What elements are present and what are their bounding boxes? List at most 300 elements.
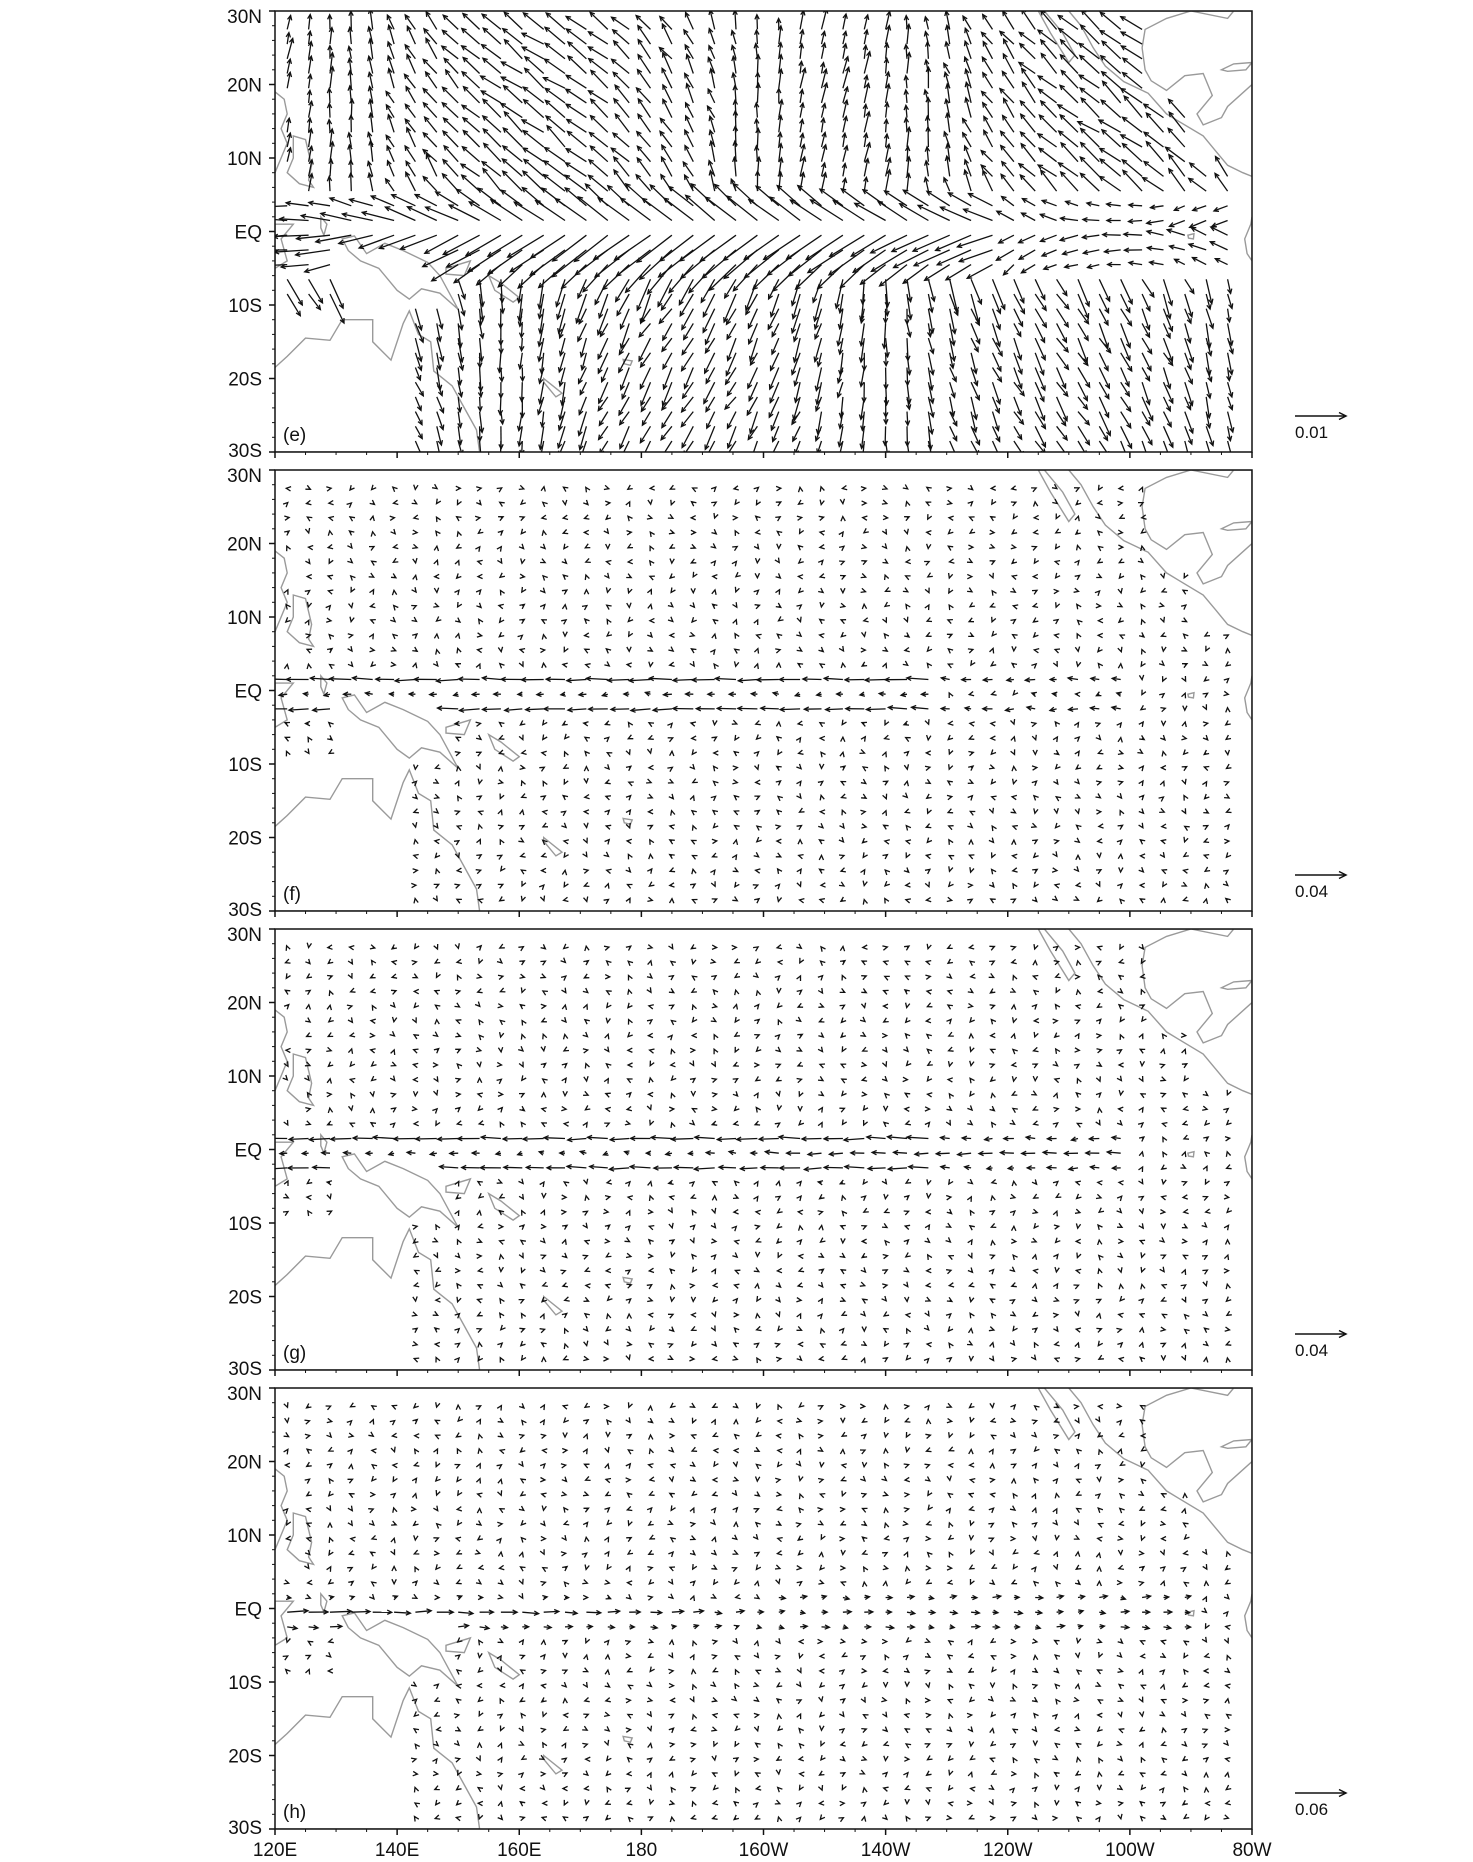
wind-vector-head — [563, 487, 568, 491]
coastline — [275, 683, 293, 727]
wind-vector — [1057, 353, 1069, 370]
wind-vector-head — [629, 723, 633, 728]
y-tick-label: 30N — [227, 466, 262, 487]
y-tick-label: 10N — [227, 149, 262, 170]
wind-vector-head — [433, 603, 438, 607]
wind-vector-head — [455, 590, 460, 595]
wind-vector-head — [350, 946, 355, 950]
wind-vector-head — [1096, 810, 1101, 814]
wind-vector-head — [627, 603, 631, 608]
wind-vector — [1061, 71, 1078, 89]
wind-vector-head — [671, 811, 675, 816]
wind-vector-head — [992, 826, 996, 831]
wind-vector-head — [1013, 514, 1017, 519]
wind-vector-head — [329, 517, 334, 521]
wind-vector-head — [947, 795, 952, 799]
wind-vector-head — [798, 840, 802, 845]
panel-label: (e) — [283, 425, 307, 446]
wind-vector-head — [604, 852, 609, 857]
wind-vector-head — [819, 647, 824, 652]
wind-vector-head — [797, 881, 801, 886]
y-tick-label: 30S — [228, 441, 262, 462]
wind-vector-head — [882, 543, 887, 548]
wind-vector-head — [606, 649, 611, 654]
wind-vector — [1121, 46, 1142, 59]
wind-vector — [483, 99, 501, 117]
wind-vector-head — [391, 529, 396, 534]
wind-vector-head — [841, 737, 845, 742]
wind-vector-head — [842, 794, 847, 798]
wind-vector-head — [860, 749, 865, 753]
wind-vector-head — [777, 810, 782, 815]
wind-vector-head — [948, 809, 953, 813]
wind-vector-head — [1226, 735, 1231, 739]
wind-vector-head — [797, 781, 801, 786]
wind-vector-head — [543, 810, 548, 814]
wind-vector-head — [476, 590, 481, 595]
wind-vector — [682, 397, 694, 412]
wind-vector-head — [650, 576, 655, 580]
wind-vector-head — [564, 882, 568, 887]
wind-vector-head — [798, 575, 803, 579]
wind-vector-head — [1054, 589, 1059, 593]
wind-vector-head — [307, 943, 311, 948]
wind-vector-head — [692, 749, 696, 754]
y-tick-label: 20N — [227, 534, 262, 556]
wind-vector — [612, 17, 630, 29]
wind-vector-head — [1184, 869, 1189, 873]
wind-vector-head — [521, 896, 525, 901]
wind-vector-head — [670, 825, 675, 829]
wind-vector-head — [585, 795, 590, 799]
wind-vector-head — [1012, 767, 1016, 772]
wind-vector-head — [756, 558, 760, 563]
wind-vector-head — [1183, 590, 1188, 594]
wind-vector — [969, 194, 993, 206]
wind-vector-head — [970, 722, 975, 726]
wind-vector — [463, 131, 479, 148]
wind-vector-head — [1076, 765, 1081, 770]
wind-vector — [792, 279, 800, 305]
wind-vector-head — [886, 587, 891, 591]
wind-vector-head — [607, 869, 612, 873]
coastline — [275, 92, 287, 173]
wind-vector — [1057, 309, 1069, 327]
wind-vector-head — [820, 634, 825, 638]
wind-vector-head — [1031, 823, 1036, 827]
wind-vector-head — [711, 796, 716, 801]
coastline — [1222, 522, 1253, 531]
wind-vector-head — [735, 735, 739, 740]
wind-vector-head — [992, 869, 997, 874]
wind-vector — [522, 188, 543, 206]
wind-vector-head — [757, 826, 762, 830]
wind-vector — [462, 147, 479, 162]
wind-vector-head — [796, 738, 800, 743]
wind-vector — [1142, 397, 1153, 421]
wind-vector-head — [563, 796, 568, 801]
wind-vector-head — [775, 558, 779, 563]
wind-vector — [681, 412, 693, 427]
wind-vector-head — [650, 486, 655, 490]
wind-vector-head — [949, 764, 953, 769]
wind-vector-head — [543, 735, 547, 740]
wind-vector-head — [647, 897, 652, 901]
wind-vector-head — [605, 721, 610, 725]
wind-vector-head — [1141, 661, 1145, 666]
wind-vector-head — [540, 648, 545, 652]
wind-vector — [590, 146, 607, 162]
wind-vector — [1014, 279, 1024, 302]
panel-frame — [275, 470, 1252, 911]
wind-vector — [462, 175, 480, 191]
wind-vector-head — [328, 545, 333, 549]
wind-vector-head — [714, 664, 719, 669]
wind-vector-head — [329, 501, 334, 505]
wind-vector — [443, 15, 458, 29]
wind-vector — [425, 117, 437, 132]
wind-vector-head — [285, 723, 290, 727]
wind-vector-head — [1010, 588, 1015, 592]
wind-vector-head — [586, 558, 591, 562]
wind-vector-head — [927, 663, 931, 668]
wind-vector-head — [476, 722, 481, 726]
wind-vector-head — [350, 617, 354, 622]
wind-vector-head — [670, 883, 675, 887]
wind-vector-head — [820, 487, 824, 492]
wind-vector-head — [497, 547, 501, 552]
wind-vector-head — [640, 459, 644, 464]
wind-vector — [1060, 115, 1078, 132]
wind-vector-head — [925, 869, 930, 874]
wind-vector-head — [1098, 633, 1103, 637]
wind-vector-head — [498, 810, 502, 815]
wind-vector — [705, 426, 714, 449]
wind-vector — [950, 441, 957, 457]
wind-vector-head — [1095, 591, 1100, 596]
wind-vector-head — [1182, 618, 1187, 622]
wind-vector — [1103, 81, 1121, 103]
wind-vector — [982, 57, 992, 73]
wind-vector-head — [970, 602, 975, 606]
wind-vector-head — [927, 531, 932, 535]
wind-vector-head — [329, 723, 334, 728]
wind-vector-head — [349, 603, 353, 608]
wind-vector-head — [456, 664, 461, 668]
wind-vector-head — [372, 485, 377, 490]
wind-vector-head — [949, 529, 954, 534]
wind-vector-head — [283, 503, 288, 508]
wind-vector-head — [542, 868, 547, 872]
wind-vector-head — [1033, 603, 1038, 607]
wind-vector — [462, 46, 480, 59]
wind-vector — [727, 309, 737, 325]
wind-vector-head — [498, 767, 502, 772]
wind-vector-head — [1056, 602, 1060, 607]
wind-vector-head — [733, 766, 738, 770]
wind-vector-head — [860, 810, 865, 814]
wind-vector-head — [799, 750, 804, 754]
wind-vector-head — [948, 620, 953, 624]
wind-vector — [650, 185, 672, 206]
wind-vector-head — [585, 752, 590, 757]
wind-vector-head — [626, 796, 631, 801]
wind-vector-head — [989, 765, 994, 769]
wind-vector-head — [392, 590, 396, 595]
wind-vector-head — [757, 735, 762, 740]
wind-vector-head — [1226, 708, 1230, 713]
coastline — [623, 818, 632, 824]
wind-vector-head — [436, 765, 441, 769]
wind-vector-head — [820, 764, 824, 769]
wind-vector-head — [818, 823, 823, 828]
wind-vector-head — [797, 647, 802, 651]
wind-vector-head — [861, 544, 866, 548]
wind-vector-head — [626, 502, 630, 507]
wind-vector-head — [1033, 618, 1038, 622]
wind-vector-head — [1162, 588, 1167, 592]
wind-vector-head — [903, 661, 908, 665]
wind-vector-head — [478, 779, 482, 784]
wind-vector — [1078, 323, 1088, 340]
wind-vector-head — [1182, 779, 1186, 784]
wind-vector — [1142, 279, 1154, 297]
wind-vector-head — [776, 853, 781, 857]
wind-vector-head — [818, 781, 823, 785]
wind-vector-head — [542, 751, 547, 755]
wind-vector-head — [883, 855, 888, 859]
wind-vector-head — [390, 516, 395, 520]
wind-vector-head — [1119, 867, 1123, 872]
wind-vector-head — [861, 588, 866, 592]
wind-vector-head — [670, 633, 675, 637]
wind-vector-head — [997, 454, 1001, 459]
wind-vector — [501, 104, 522, 118]
wind-vector-head — [991, 603, 996, 607]
wind-vector-head — [712, 899, 717, 903]
wind-vector-head — [457, 868, 462, 872]
wind-vector-head — [906, 576, 911, 580]
wind-vector-head — [1011, 545, 1016, 549]
wind-vector-head — [347, 503, 352, 508]
wind-vector — [589, 32, 608, 44]
wind-vector — [1021, 144, 1035, 162]
wind-vector-head — [882, 647, 887, 651]
wind-vector-head — [1203, 735, 1208, 740]
wind-vector-head — [1034, 502, 1038, 507]
wind-vector-head — [734, 486, 739, 490]
wind-vector-head — [1224, 782, 1229, 786]
wind-vector-head — [1139, 809, 1144, 814]
coastline — [275, 1142, 293, 1186]
wind-vector-head — [522, 794, 527, 798]
wind-vector-head — [649, 882, 654, 886]
wind-vector-head — [497, 488, 502, 492]
wind-vector-head — [584, 882, 589, 886]
wind-vector-head — [497, 855, 502, 859]
wind-vector-head — [521, 870, 526, 874]
wind-vector-head — [542, 531, 546, 536]
wind-vector-head — [734, 811, 739, 815]
wind-vector-head — [1181, 605, 1186, 610]
wind-vector-head — [563, 500, 567, 505]
wind-vector-head — [797, 617, 801, 622]
wind-vector-head — [1204, 855, 1209, 859]
wind-vector-head — [351, 587, 355, 592]
wind-vector-head — [455, 781, 459, 786]
wind-vector — [936, 235, 972, 250]
wind-vector — [639, 338, 650, 361]
wind-vector-head — [627, 839, 632, 843]
wind-vector — [599, 294, 608, 318]
wind-vector-head — [800, 528, 804, 533]
wind-vector-head — [1032, 840, 1037, 844]
wind-vector-head — [413, 869, 418, 873]
wind-vector — [892, 235, 929, 251]
wind-vector — [426, 207, 459, 220]
wind-vector-head — [582, 606, 587, 610]
y-tick-label: 30S — [228, 900, 262, 921]
wind-vector-head — [969, 840, 973, 845]
wind-vector-head — [754, 649, 758, 654]
wind-vector-head — [883, 781, 888, 785]
wind-vector-head — [754, 664, 758, 669]
wind-vector-head — [1034, 632, 1039, 637]
wind-vector-head — [1141, 588, 1146, 593]
wind-vector — [660, 118, 672, 132]
wind-vector-head — [307, 517, 312, 521]
wind-vector — [405, 146, 415, 162]
wind-vector-head — [1054, 840, 1059, 844]
wind-vector-head — [437, 453, 441, 458]
wind-vector-head — [776, 722, 780, 727]
wind-vector-head — [498, 884, 503, 888]
wind-vector — [815, 294, 822, 321]
wind-vector — [806, 235, 843, 259]
wind-vector-head — [1202, 782, 1206, 787]
wind-vector-head — [907, 458, 911, 463]
coastline — [544, 838, 562, 856]
y-tick-label: 10S — [228, 296, 262, 317]
wind-vector — [330, 294, 344, 323]
wind-vector-head — [1012, 529, 1017, 533]
wind-vector-head — [862, 604, 866, 609]
wind-vector-head — [714, 766, 718, 771]
wind-vector-head — [1074, 866, 1079, 871]
wind-vector — [1021, 114, 1035, 132]
wind-vector-head — [947, 634, 952, 638]
wind-vector — [638, 114, 651, 132]
wind-vector-head — [1184, 573, 1188, 578]
wind-vector-head — [371, 603, 376, 607]
wind-vector-head — [1012, 559, 1017, 564]
wind-vector-head — [500, 794, 504, 799]
wind-vector-head — [305, 485, 310, 489]
wind-vector-head — [564, 944, 569, 949]
wind-vector-head — [713, 720, 717, 725]
wind-vector-head — [457, 544, 462, 548]
wind-vector-head — [732, 561, 737, 566]
wind-vector — [267, 679, 287, 680]
wind-vector-head — [329, 558, 333, 563]
wind-vector-head — [393, 487, 398, 492]
wind-vector-head — [284, 516, 289, 520]
wind-vector-head — [586, 664, 591, 668]
wind-vector-head — [1096, 781, 1101, 785]
wind-vector-head — [735, 649, 740, 653]
wind-vector-head — [605, 884, 609, 889]
wind-vector-head — [479, 811, 484, 815]
wind-vector-head — [519, 661, 523, 666]
wind-vector-head — [928, 573, 933, 577]
wind-vector-head — [1161, 573, 1165, 578]
wind-vector-head — [1098, 618, 1103, 622]
wind-vector — [997, 211, 1014, 220]
wind-vector-head — [649, 662, 653, 667]
wind-vector — [1003, 116, 1014, 133]
wind-vector-head — [347, 543, 352, 548]
wind-vector — [937, 250, 971, 265]
wind-vector-head — [627, 531, 632, 535]
wind-vector-head — [1160, 708, 1165, 712]
wind-vector — [565, 188, 586, 206]
wind-vector-head — [671, 588, 675, 593]
wind-vector-head — [949, 573, 953, 578]
wind-vector — [1123, 58, 1142, 73]
wind-vector — [1001, 146, 1014, 162]
wind-vector-head — [541, 944, 546, 949]
wind-vector-head — [1142, 690, 1146, 695]
wind-vector-head — [735, 587, 739, 592]
wind-vector-head — [372, 561, 377, 565]
wind-vector — [501, 190, 522, 206]
wind-vector-head — [820, 723, 825, 727]
wind-vector-head — [500, 664, 505, 669]
vector-field — [267, 943, 1232, 1364]
wind-vector-head — [1120, 811, 1124, 816]
wind-vector-head — [1167, 456, 1171, 461]
wind-vector — [1020, 175, 1035, 191]
wind-vector-head — [883, 559, 888, 563]
wind-vector-head — [906, 826, 911, 831]
wind-vector-head — [776, 486, 781, 490]
wind-vector-head — [476, 752, 481, 756]
wind-vector-head — [1055, 722, 1060, 727]
wind-vector-head — [307, 575, 312, 579]
wind-vector-head — [626, 574, 631, 578]
wind-vector — [566, 89, 587, 103]
wind-vector-head — [520, 604, 525, 609]
wind-vector-head — [434, 944, 438, 949]
wind-vector-head — [691, 722, 696, 726]
wind-vector-head — [500, 502, 505, 506]
wind-vector-head — [433, 779, 438, 783]
wind-vector — [1185, 382, 1193, 405]
wind-vector — [1080, 157, 1099, 176]
wind-vector-head — [455, 943, 459, 948]
wind-vector-head — [968, 766, 973, 771]
wind-vector-head — [627, 663, 632, 667]
wind-vector-head — [670, 868, 675, 872]
wind-vector-head — [969, 735, 974, 739]
wind-vector-head — [457, 899, 462, 903]
coastline — [1069, 11, 1252, 176]
wind-vector-head — [712, 590, 716, 595]
wind-vector — [1019, 250, 1035, 259]
wind-vector-head — [778, 796, 783, 801]
wind-vector-head — [435, 839, 440, 843]
wind-vector-head — [479, 899, 484, 903]
